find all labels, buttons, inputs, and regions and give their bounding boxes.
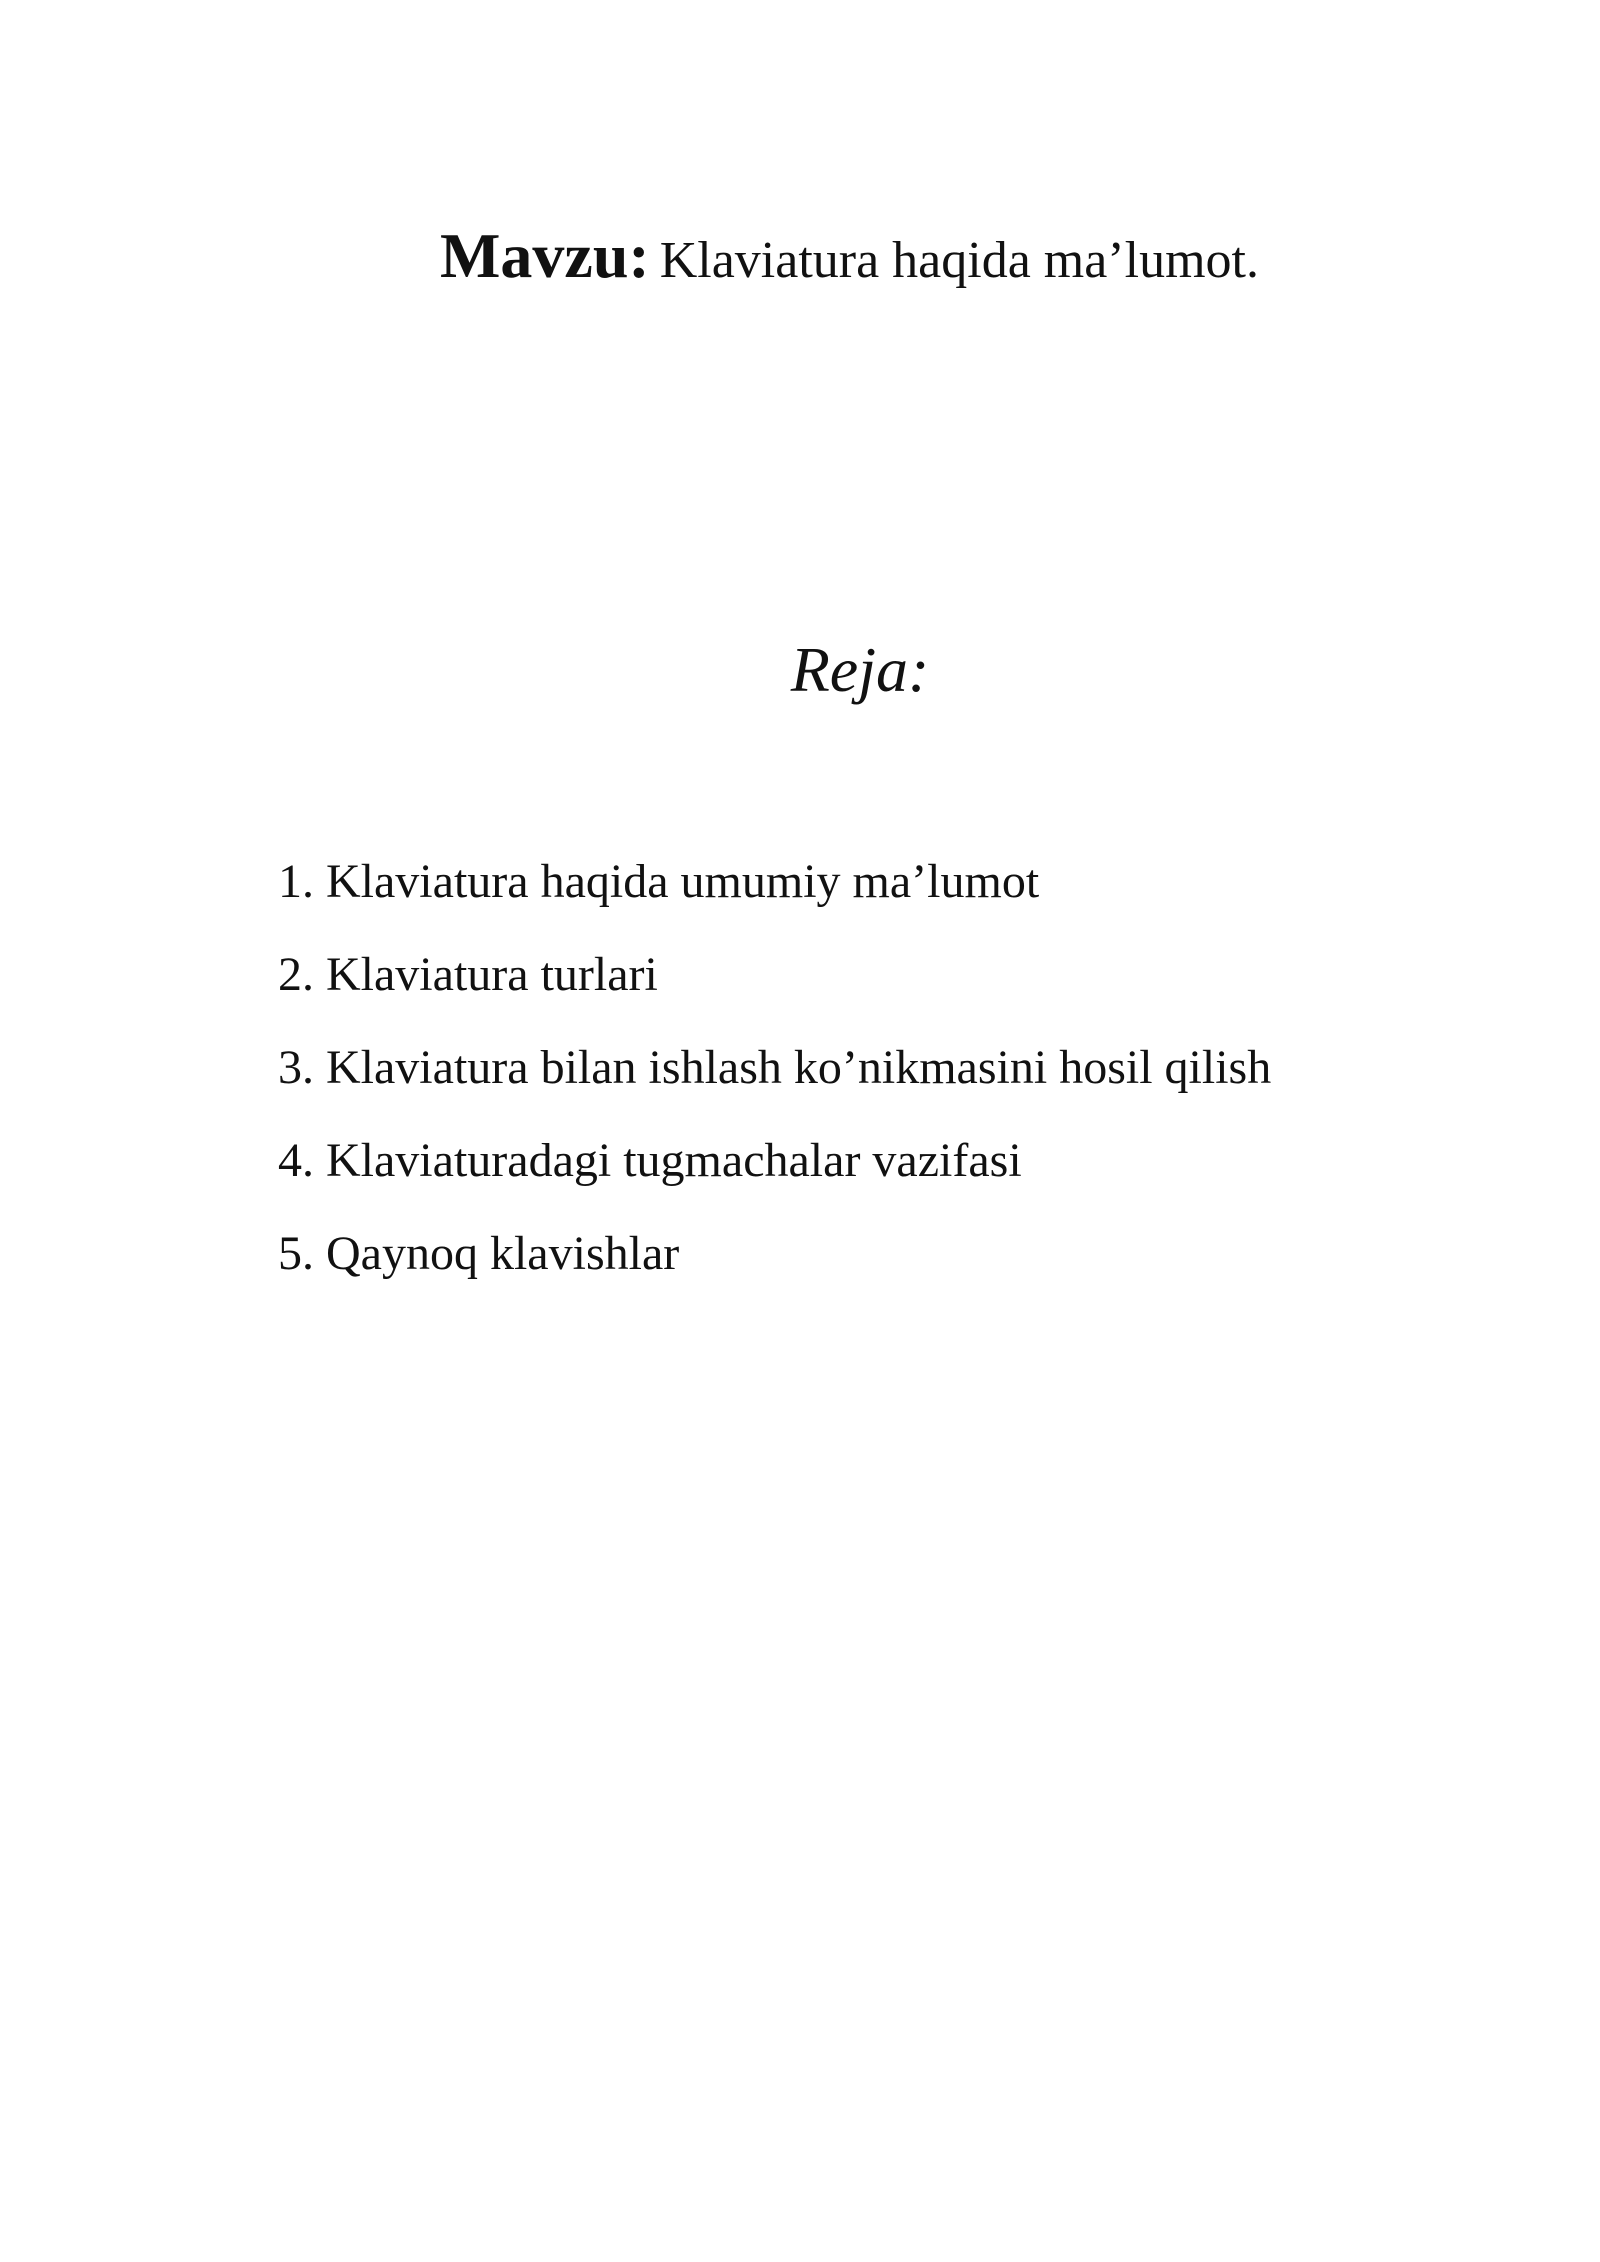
plan-item-text: Klaviatura turlari — [326, 948, 658, 1001]
plan-item-number: 4. — [278, 1134, 314, 1187]
plan-heading: Reja: — [790, 634, 930, 705]
plan-item — [278, 1134, 1271, 1230]
plan-item — [278, 1227, 1271, 1323]
plan-item-text: Qaynoq klavishlar — [326, 1227, 680, 1280]
plan-item-text: Klaviatura bilan ishlash ko’nikmasini hosil qilish — [326, 1041, 1272, 1094]
topic-label: Mavzu: — [440, 220, 650, 291]
plan-item — [278, 855, 1271, 951]
plan-item-number: 3. — [278, 1041, 314, 1094]
plan-item-text: Klaviaturadagi tugmachalar vazifasi — [326, 1134, 1022, 1187]
plan-item — [278, 1041, 1272, 1137]
topic-line — [440, 220, 1259, 291]
plan-item — [278, 948, 1271, 1044]
plan-list — [278, 855, 1272, 1323]
plan-item-text: Klaviatura haqida umumiy ma’lumot — [326, 855, 1040, 908]
plan-item-number: 5. — [278, 1227, 314, 1280]
plan-item-number: 2. — [278, 948, 314, 1001]
plan-item-number: 1. — [278, 855, 314, 908]
topic-text: Klaviatura haqida ma’lumot. — [659, 232, 1259, 289]
